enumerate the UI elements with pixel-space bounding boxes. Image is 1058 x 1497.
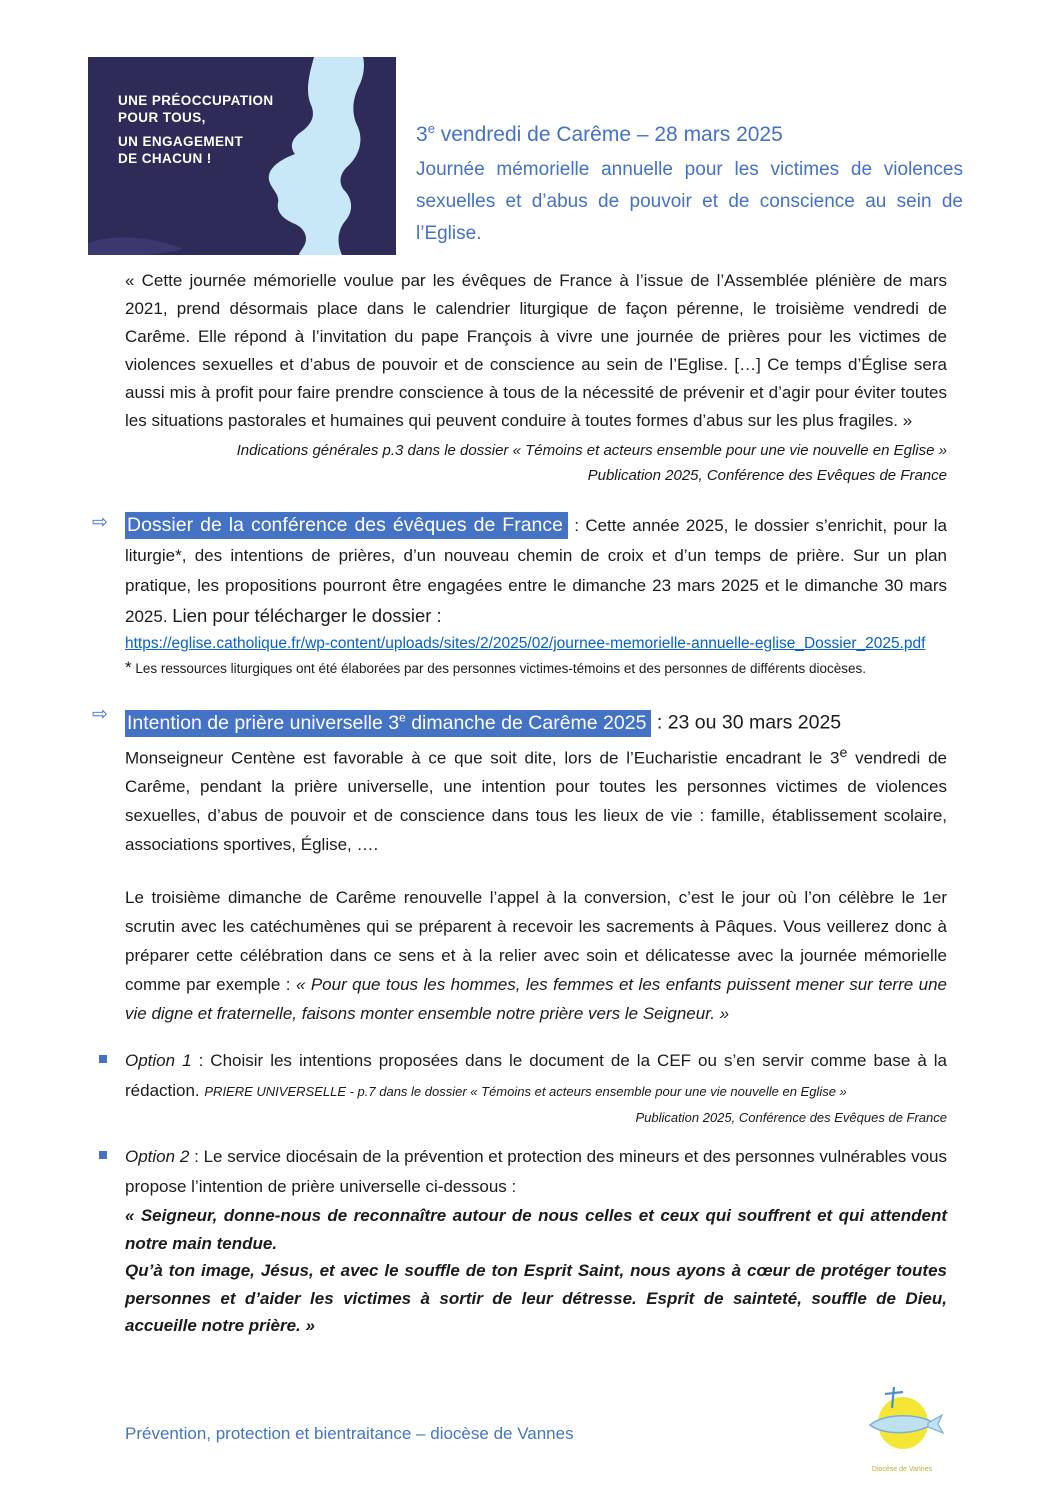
title-text: vendredi de Carême – 28 mars 2025 — [434, 123, 783, 146]
paragraph-run: Le troisième dimanche de Carême renouvelle l’appel à la conversion, c’est le jour où l’on célèbre le 1er scrutin avec les catéchumènes qui se préparent à recevoir les sacrements à Pâques. Vous veillerez donc à préparer cette célébration dans ce sens et à la relier avec soin et délicatesse avec la journée mémorielle comme par exemple : — [125, 888, 947, 995]
quote-source-line-2: Publication 2025, Conférence des Evêques de France — [587, 467, 947, 484]
heading-text: dimanche de Carême 2025 — [405, 711, 647, 734]
campaign-logo — [88, 57, 396, 255]
option-1-reference: PRIERE UNIVERSELLE - p.7 dans le dossier « Témoins et acteurs ensemble pour une vie nouvelle en Eglise » — [204, 1084, 847, 1100]
banner — [0, 0, 1058, 255]
arrow-right-icon: ⇨ — [92, 704, 108, 725]
option-1-label: Option 1 — [125, 1051, 192, 1071]
section-dossier-paragraph — [125, 510, 947, 632]
footnote-asterisk: * — [125, 658, 132, 677]
liturgy-footnote — [125, 658, 947, 678]
square-bullet-icon — [99, 1151, 107, 1159]
section-dossier-body: : Cette année 2025, le dossier s’enrichit, pour la liturgie*, des intentions de prières, d’un nouveau chemin de croix et d’un temps de prière. Sur un plan pratique, les propositions pourront être engagées entre le dimanche 23 mars 2025 et le dimanche 30 mars 2025. — [125, 516, 947, 626]
section-intention-heading — [125, 710, 651, 737]
option-1-publication: Publication 2025, Conférence des Evêques de France — [635, 1110, 947, 1126]
campaign-slogan-line: POUR TOUS, — [118, 110, 206, 125]
section-intention-heading-line — [125, 702, 947, 738]
diocese-logo — [858, 1383, 946, 1475]
section-intention-dates: : 23 ou 30 mars 2025 — [651, 711, 842, 734]
page-subtitle: Journée mémorielle annuelle pour les victimes de violences sexuelles et d’abus de pouvoir et de conscience au sein de l’Eglise. — [416, 159, 963, 244]
square-bullet-icon — [99, 1055, 107, 1063]
campaign-slogan-line: UN ENGAGEMENT — [118, 134, 244, 149]
section-dossier-heading: Dossier de la conférence des évêques de France — [125, 512, 568, 539]
heading-superscript: e — [399, 710, 406, 724]
campaign-slogan-line: UNE PRÉOCCUPATION — [118, 93, 274, 108]
diocese-logo-caption: Diocèse de Vannes — [871, 1466, 933, 1473]
page-title — [416, 121, 963, 147]
campaign-slogan-line: DE CHACUN ! — [118, 151, 212, 166]
paragraph-monseigneur — [125, 739, 947, 860]
option-1 — [125, 1046, 947, 1129]
fish-tail-icon — [928, 1415, 943, 1433]
prayer-line: « Seigneur, donne-nous de reconnaître autour de nous celles et ceux qui souffrent et qui attendent notre main tendue. — [125, 1206, 947, 1253]
option-2-label: Option 2 — [125, 1147, 190, 1167]
dossier-download-link[interactable]: https://eglise.catholique.fr/wp-content/uploads/sites/2/2025/02/journee-memorielle-annuelle-eglise_Dossier_2025.pdf — [125, 635, 926, 652]
option-2-body: : Le service diocésain de la prévention et protection des mineurs et des personnes vulnérables vous propose l’intention de prière universelle ci-dessous : — [125, 1147, 947, 1197]
option-2-text — [125, 1142, 947, 1202]
section-dossier — [92, 510, 947, 678]
cross-icon — [885, 1392, 903, 1394]
title-block — [416, 57, 963, 255]
title-superscript: e — [427, 121, 435, 136]
option-1-text — [125, 1046, 947, 1107]
prayer-line: Qu’à ton image, Jésus, et avec le souffle de ton Esprit Saint, nous ayons à cœur de protéger toutes personnes et d’aider les victimes à sortir de leur détresse. Esprit de sainteté, souffle de Dieu, accueille notre prière. » — [125, 1261, 947, 1336]
quote-source — [125, 438, 947, 488]
paragraph-italic-quote: « Pour que tous les hommes, les femmes et les enfants puissent mener sur terre une vie digne et fraternelle, faisons monter ensemble notre prière vers le Seigneur. » — [125, 975, 947, 1024]
paragraph-troisieme-dimanche — [125, 883, 947, 1028]
arrow-right-icon: ⇨ — [92, 512, 108, 533]
paragraph-run: vendredi de Carême, pendant la prière universelle, une intention pour toutes les personnes victimes de violences sexuelles, d’abus de pouvoir et de conscience dans tous les lieux de vie : famille, établissement scolaire, associations sportives, Église, …. — [125, 748, 947, 855]
paragraph-superscript: e — [839, 744, 848, 761]
intro-quote: « Cette journée mémorielle voulue par les évêques de France à l’issue de l’Assemblée plénière de mars 2021, prend désormais place dans le calendrier liturgique de façon pérenne, le troisième vendredi de Carême. Elle répond à l’invitation du pape François à vivre une journée de prières pour les victimes de violences sexuelles et d’abus de pouvoir et de conscience au sein de l’Eglise. […] Ce temps d’Église sera aussi mis à profit pour faire prendre conscience à tous de la nécessité de prévenir et d’agir pour éviter toutes les situations pastorales et humaines qui peuvent conduire à toutes formes d’abus sur les plus fragiles. » — [125, 271, 947, 430]
section-intention — [92, 702, 947, 1028]
option-1-body: : Choisir les intentions proposées dans le document de la CEF ou s’en servir comme base à la rédaction. — [125, 1051, 948, 1101]
option-2 — [125, 1142, 947, 1340]
title-number: 3 — [416, 123, 428, 146]
quote-source-line-1: Indications générales p.3 dans le dossier « Témoins et acteurs ensemble pour une vie nouvelle en Eglise » — [236, 442, 947, 459]
download-link-label: Lien pour télécharger le dossier : — [172, 605, 442, 626]
paragraph-run: Monseigneur Centène est favorable à ce que soit dite, lors de l’Eucharistie encadrant le 3 — [125, 748, 840, 768]
heading-text: Intention de prière universelle 3 — [127, 711, 400, 734]
footer-text: Prévention, protection et bientraitance – diocèse de Vannes — [125, 1424, 574, 1443]
footnote-text: Les ressources liturgiques ont été élaborées par des personnes victimes-témoins et des personnes de différents diocèses. — [131, 661, 867, 676]
